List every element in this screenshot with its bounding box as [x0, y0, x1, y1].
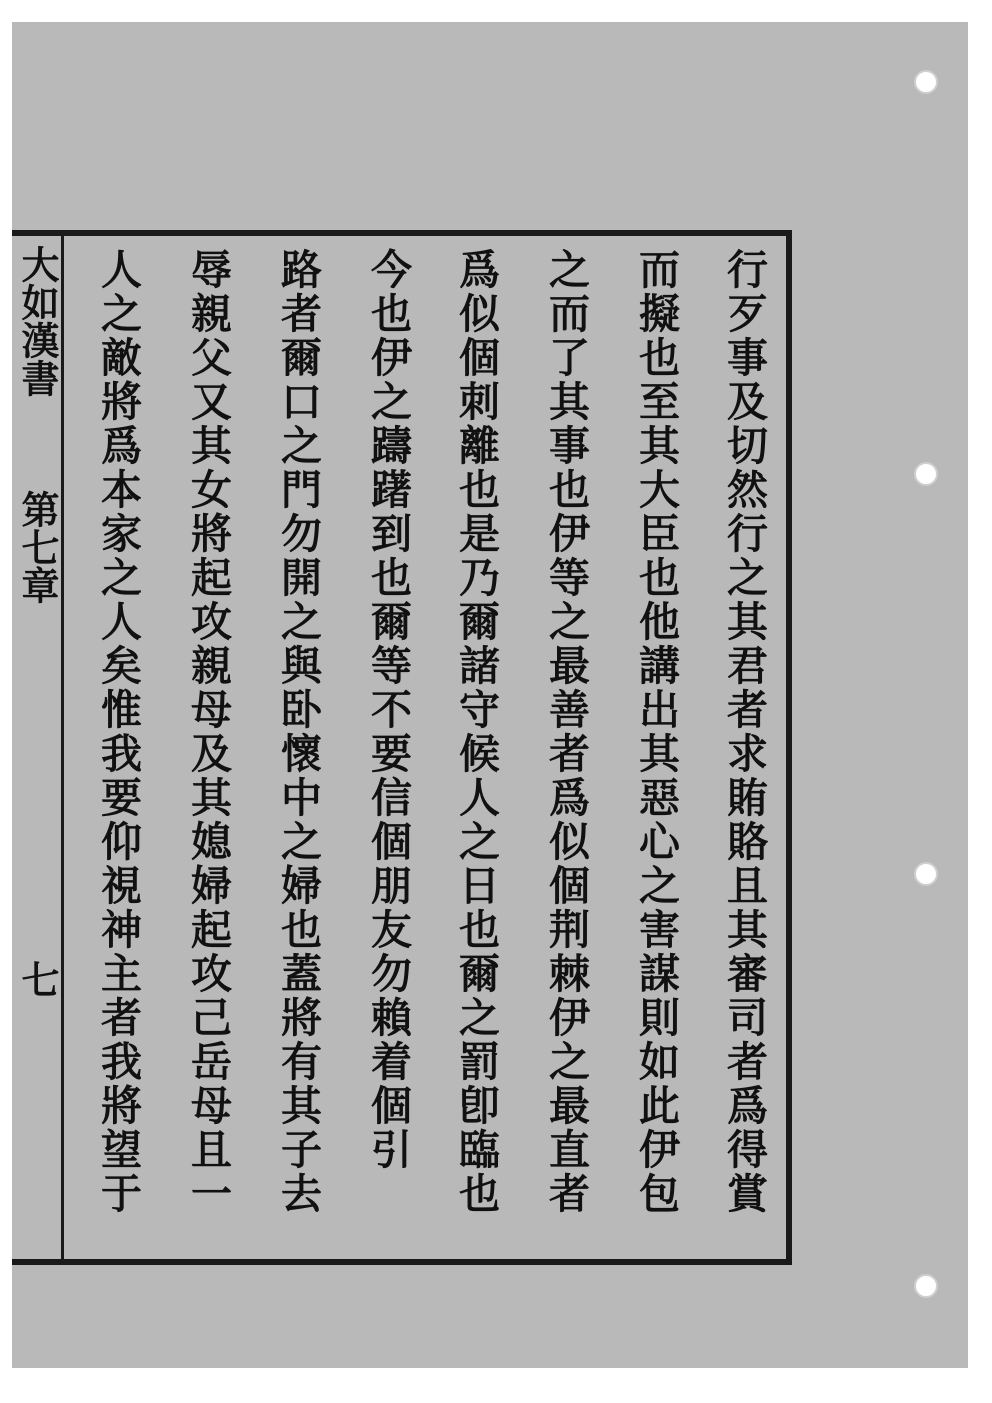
text-column: 今也伊之躊躇到也爾等不要信個朋友勿賴着個引 [364, 248, 412, 1172]
text-column: 之而了其事也伊等之最善者爲似個荆棘伊之最直者 [542, 248, 590, 1216]
punch-hole [914, 462, 938, 486]
punch-hole [914, 862, 938, 886]
chapter-heading: 第七章 [15, 490, 60, 604]
text-column: 爲似個刺離也是乃爾諸守候人之日也爾之罰卽臨也 [452, 248, 500, 1216]
text-column: 人之敵將爲本家之人矣惟我要仰視神主者我將望于 [94, 248, 142, 1216]
page-number: 七 [15, 960, 60, 998]
punch-hole [914, 1274, 938, 1298]
text-column: 辱親父又其女將起攻親母及其媳婦起攻己岳母且一 [184, 248, 232, 1216]
text-column: 而擬也至其大臣也他講出其惡心之害謀則如此伊包 [632, 248, 680, 1216]
text-column: 行歹事及切然行之其君者求賄賂且其審司者爲得賞 [720, 248, 768, 1216]
text-column: 路者爾口之門勿開之與卧懷中之婦也蓋將有其子去 [274, 248, 322, 1216]
punch-hole [914, 70, 938, 94]
book-title: 大如漢書 [15, 245, 60, 397]
